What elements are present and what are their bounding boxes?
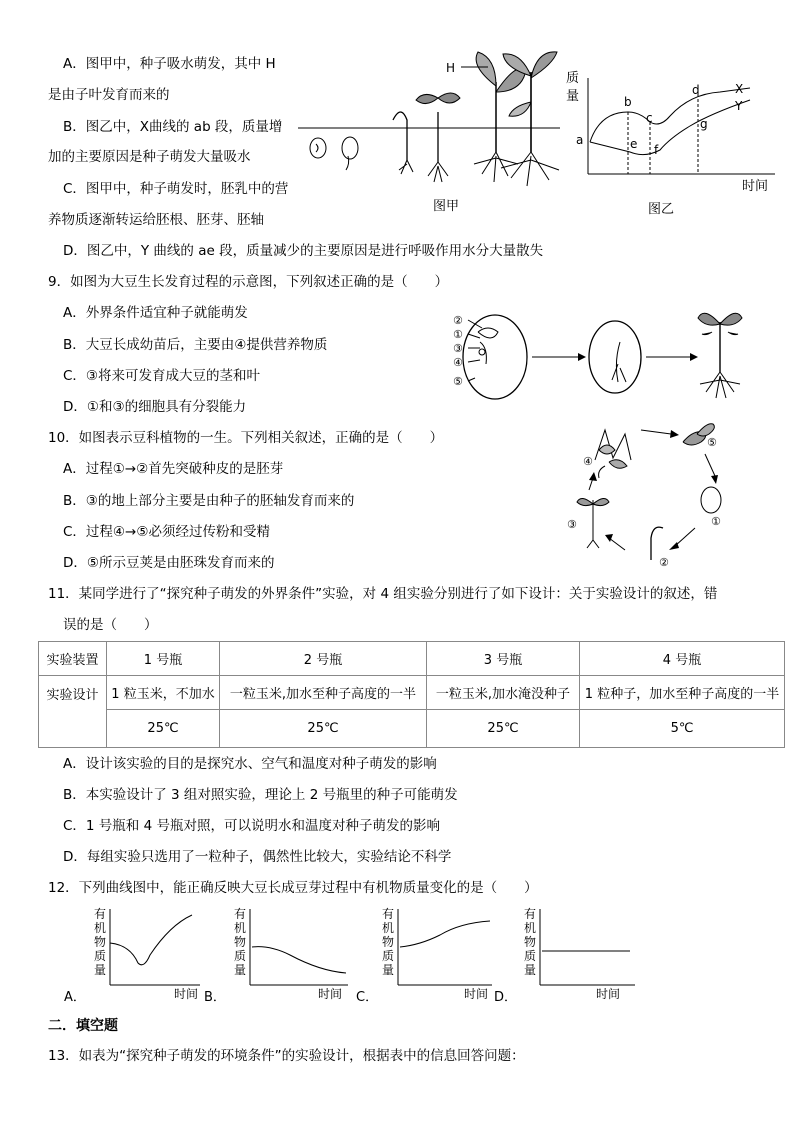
option-b-label: B． — [204, 990, 226, 1005]
point-b: b — [624, 95, 632, 109]
graph-a-y-label: 有 — [94, 907, 107, 921]
q11-option-b: B．本实验设计了 3 组对照实验，理论上 2 号瓶里的种子可能萌发 — [63, 787, 458, 803]
graph-a-y-label: 物 — [94, 935, 107, 949]
q11-option-c: C．1 号瓶和 4 号瓶对照，可以说明水和温度对种子萌发的影响 — [63, 818, 440, 834]
q8-option-b-line1: B．图乙中，X曲线的 ab 段，质量增 — [63, 119, 283, 135]
point-a: a — [576, 133, 584, 147]
graph-c-x-label: 时间 — [464, 987, 489, 1001]
q10-label-3: ③ — [567, 518, 577, 531]
header-cell: 3 号瓶 — [427, 642, 580, 676]
graph-a-x-label: 时间 — [174, 987, 199, 1001]
graph-c-y-label: 物 — [382, 935, 395, 949]
q10-figure-lifecycle — [565, 410, 745, 570]
q13-stem: 13．如表为“探究种子萌发的环境条件”的实验设计，根据表中的信息回答问题： — [48, 1048, 525, 1064]
graph-b-x-label: 时间 — [318, 987, 343, 1001]
graph-d-y-label: 物 — [524, 935, 537, 949]
point-d: d — [692, 83, 700, 97]
q12-stem: 12．下列曲线图中，能正确反映大豆长成豆芽过程中有机物质量变化的是（ ） — [48, 880, 538, 896]
q10-option-c: C．过程④→⑤必须经过传粉和受精 — [63, 524, 270, 540]
seedling-stage-6 — [501, 52, 559, 186]
fig-yi-y-label-2: 量 — [566, 89, 580, 104]
curve-c — [400, 921, 490, 947]
header-cell: 实验装置 — [39, 642, 107, 676]
q12-graphs — [60, 905, 650, 1005]
q11-stem-line1: 11．某同学进行了“探究种子萌发的外界条件”实验，对 4 组实验分别进行了如下设计：关于实验设计的叙述，错 — [48, 586, 718, 602]
point-f: f — [654, 143, 659, 157]
q8-option-c-line1: C．图甲中，种子萌发时，胚乳中的营 — [63, 181, 289, 197]
graph-c-y-label: 机 — [382, 921, 395, 935]
q8-option-c-line2: 养物质逐渐转运给胚根、胚芽、胚轴 — [48, 212, 264, 228]
q8-option-a-line2: 是由子叶发育而来的 — [48, 87, 170, 103]
curve-a — [110, 915, 192, 965]
q9-option-a: A．外界条件适宜种子就能萌发 — [63, 305, 248, 321]
seed — [701, 487, 721, 513]
q9-stem: 9．如图为大豆生长发育过程的示意图，下列叙述正确的是（ ） — [48, 274, 449, 290]
graph-b-y-label: 量 — [234, 963, 247, 977]
series-x-label: X — [735, 82, 744, 96]
q8-figure-yi — [560, 70, 780, 220]
q9-label-1: ① — [453, 328, 463, 341]
design-cell: 一粒玉米,加水至种子高度的一半 — [220, 676, 427, 710]
graph-d-x-label: 时间 — [596, 987, 621, 1001]
fig-yi-y-label-1: 质 — [566, 71, 580, 86]
graph-b-y-label: 质 — [234, 949, 247, 963]
header-cell: 2 号瓶 — [220, 642, 427, 676]
graph-b-y-label: 机 — [234, 921, 247, 935]
option-c-label: C． — [356, 990, 379, 1005]
graph-c-y-label: 质 — [382, 949, 395, 963]
germinating-seed — [589, 321, 641, 393]
graph-a-y-label: 机 — [94, 921, 107, 935]
q11-experiment-table — [38, 641, 785, 748]
design-cell: 1 粒玉米，不加水 — [107, 676, 220, 710]
design-cell: 1 粒种子，加水至种子高度的一半 — [580, 676, 785, 710]
flowering-plant — [595, 430, 631, 478]
q9-label-4: ④ — [453, 356, 463, 369]
curve-x — [590, 88, 750, 142]
q9-option-d: D．①和③的细胞具有分裂能力 — [63, 399, 247, 415]
q10-label-4: ④ — [583, 455, 593, 468]
graph-b-y-label: 有 — [234, 907, 247, 921]
q8-option-d: D．图乙中，Y 曲线的 ae 段，质量减少的主要原因是进行呼吸作用水分大量散失 — [63, 243, 544, 259]
header-cell: 1 号瓶 — [107, 642, 220, 676]
q10-stem: 10．如图表示豆科植物的一生。下列相关叙述，正确的是（ ） — [48, 430, 444, 446]
fig-yi-x-label: 时间 — [742, 179, 769, 194]
graph-d-y-label: 有 — [524, 907, 537, 921]
graph-a-y-label: 质 — [94, 949, 107, 963]
seedling-stage-3 — [393, 112, 407, 160]
point-g: g — [700, 117, 708, 131]
temp-cell: 5℃ — [580, 710, 785, 748]
header-cell: 4 号瓶 — [580, 642, 785, 676]
table-row — [39, 676, 785, 710]
q10-label-5: ⑤ — [707, 436, 717, 449]
graph-d — [494, 907, 635, 1005]
seed-outline — [463, 315, 527, 399]
graph-d-y-label: 机 — [524, 921, 537, 935]
q10-option-a: A．过程①→②首先突破种皮的是胚芽 — [63, 461, 284, 477]
q8-figure-jia — [298, 52, 560, 217]
graph-c-y-label: 有 — [382, 907, 395, 921]
graph-c — [356, 907, 492, 1005]
graph-a — [64, 907, 200, 1005]
q10-label-1: ① — [711, 515, 721, 528]
graph-b — [204, 907, 348, 1005]
temp-cell: 25℃ — [107, 710, 220, 748]
row-label: 实验设计 — [39, 676, 107, 748]
q8-option-b-line2: 加的主要原因是种子萌发大量吸水 — [48, 149, 251, 165]
q10-option-d: D．⑤所示豆荚是由胚珠发育而来的 — [63, 555, 275, 571]
q9-option-b: B．大豆长成幼苗后，主要由④提供营养物质 — [63, 337, 328, 353]
table-row — [39, 710, 785, 748]
seedling — [698, 313, 742, 398]
figure-yi-caption: 图乙 — [648, 202, 675, 217]
q9-label-5: ⑤ — [453, 375, 463, 388]
h-label: H — [446, 61, 456, 75]
q10-label-2: ② — [659, 556, 669, 569]
temp-cell: 25℃ — [427, 710, 580, 748]
option-a-label: A． — [64, 990, 86, 1005]
table-header-row — [39, 642, 785, 676]
q9-figure-soybean — [450, 302, 750, 407]
point-e: e — [630, 137, 638, 151]
seed-stage-2 — [342, 137, 358, 159]
q11-option-d: D．每组实验只选用了一粒种子，偶然性比较大，实验结论不科学 — [63, 849, 452, 865]
graph-b-y-label: 物 — [234, 935, 247, 949]
q8-option-a-line1: A．图甲中，种子吸水萌发，其中 H — [63, 56, 276, 72]
seedling-stage-4 — [416, 93, 460, 182]
q11-option-a: A．设计该实验的目的是探究水、空气和温度对种子萌发的影响 — [63, 756, 437, 772]
graph-c-y-label: 量 — [382, 963, 395, 977]
young-seedling — [577, 498, 609, 548]
q9-option-c: C．③将来可发育成大豆的茎和叶 — [63, 368, 261, 384]
series-y-label: Y — [735, 99, 743, 113]
q10-option-b: B．③的地上部分主要是由种子的胚轴发育而来的 — [63, 493, 355, 509]
graph-d-y-label: 质 — [524, 949, 537, 963]
q9-label-3: ③ — [453, 342, 463, 355]
q9-label-2: ② — [453, 314, 463, 327]
section-heading: 二．填空题 — [48, 1018, 118, 1034]
figure-jia-caption: 图甲 — [433, 199, 460, 214]
point-c: c — [646, 111, 653, 125]
q11-stem-line2: 误的是（ ） — [63, 617, 158, 633]
graph-a-y-label: 量 — [94, 963, 107, 977]
design-cell: 一粒玉米,加水淹没种子 — [427, 676, 580, 710]
option-d-label: D． — [494, 990, 518, 1005]
curve-y — [590, 100, 750, 155]
graph-d-y-label: 量 — [524, 963, 537, 977]
curve-b — [252, 947, 346, 973]
temp-cell: 25℃ — [220, 710, 427, 748]
